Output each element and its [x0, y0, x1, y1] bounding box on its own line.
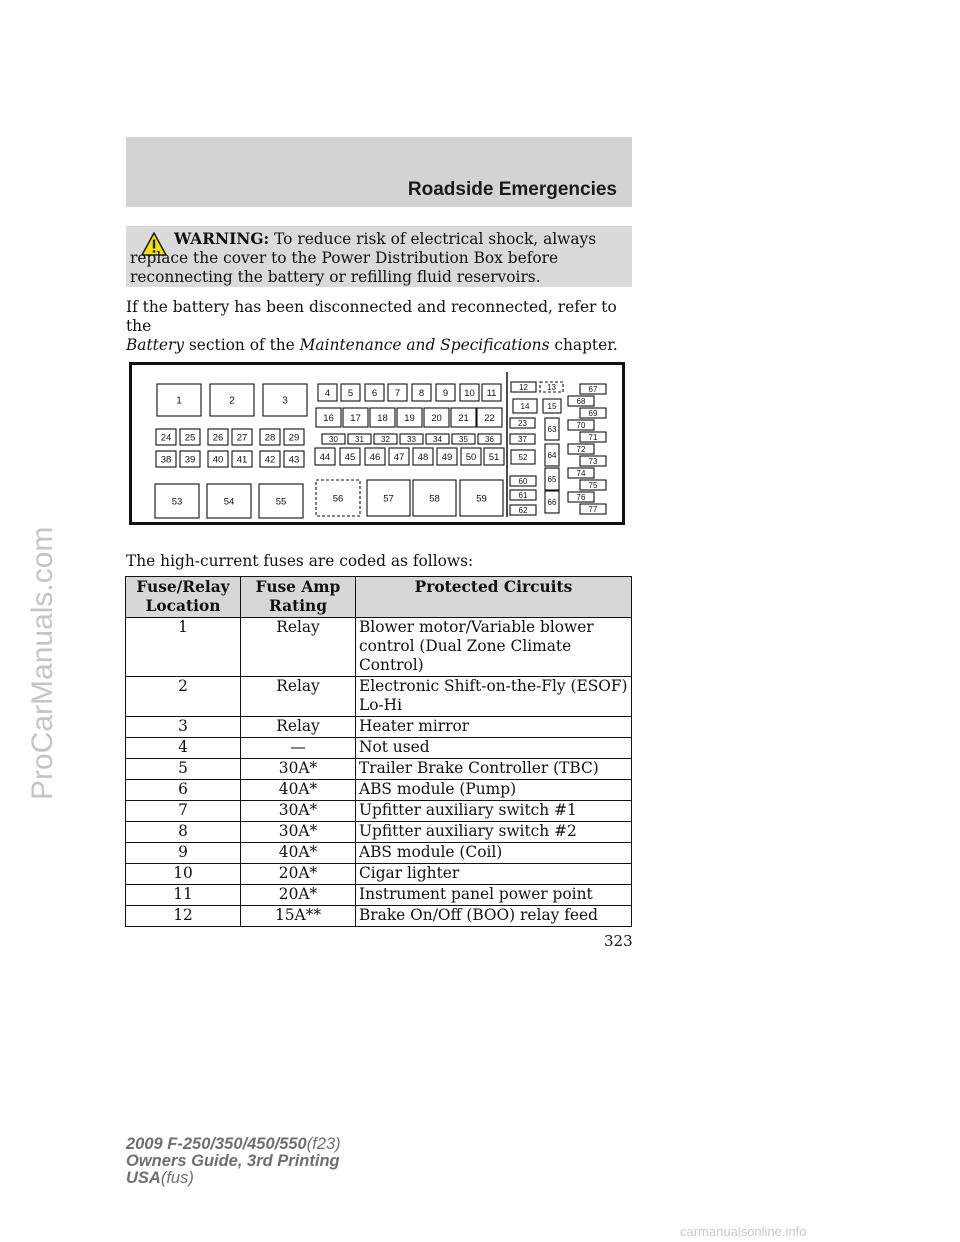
fuse-label-18: 18 — [377, 412, 388, 424]
fuse-label-57: 57 — [383, 493, 394, 505]
fuse-label-58: 58 — [429, 493, 440, 505]
bottom-watermark: carmanualsonline.info — [680, 1224, 807, 1239]
fuse-label-74: 74 — [576, 468, 586, 478]
circuit-cell: Upfitter auxiliary switch #2 — [356, 822, 632, 843]
fuse-label-24: 24 — [160, 432, 172, 444]
location-cell: 11 — [126, 885, 241, 906]
location-cell: 2 — [126, 677, 241, 717]
fuse-label-43: 43 — [288, 454, 300, 466]
header-location: Fuse/Relay Location — [126, 577, 241, 618]
rating-cell: 15A** — [241, 906, 356, 927]
fuse-label-2: 2 — [229, 395, 235, 407]
fuse-label-8: 8 — [418, 387, 425, 399]
warning-box — [126, 226, 632, 287]
document-footer — [126, 1136, 341, 1187]
location-cell: 1 — [126, 618, 241, 677]
fuse-label-61: 61 — [518, 490, 528, 500]
fuse-label-13: 13 — [547, 382, 556, 392]
circuit-cell: Cigar lighter — [356, 864, 632, 885]
fuse-label-60: 60 — [518, 476, 528, 486]
circuit-cell: ABS module (Coil) — [356, 843, 632, 864]
battery-note — [126, 298, 636, 355]
fuse-label-70: 70 — [576, 420, 586, 430]
fuse-label-39: 39 — [184, 454, 196, 466]
battery-section-ref: Battery — [126, 336, 185, 354]
fuse-label-64: 64 — [547, 450, 557, 460]
fuse-label-12: 12 — [519, 382, 528, 392]
fuse-label-23: 23 — [518, 418, 527, 428]
fuse-label-71: 71 — [588, 432, 598, 442]
rating-cell: 30A* — [241, 822, 356, 843]
table-row — [126, 906, 632, 927]
fuse-label-67: 67 — [588, 384, 598, 394]
footer-model: 2009 F-250/350/450/550 — [126, 1135, 307, 1153]
rating-cell: 20A* — [241, 885, 356, 906]
fuse-label-32: 32 — [381, 434, 390, 444]
fuse-label-10: 10 — [464, 387, 475, 399]
fuse-label-21: 21 — [458, 412, 469, 424]
fuse-label-9: 9 — [442, 387, 449, 399]
table-row — [126, 780, 632, 801]
fuse-label-3: 3 — [282, 395, 288, 407]
fuse-label-45: 45 — [344, 451, 356, 463]
circuit-cell: Not used — [356, 738, 632, 759]
location-cell: 8 — [126, 822, 241, 843]
fuse-label-44: 44 — [319, 451, 331, 463]
fuse-label-26: 26 — [212, 432, 224, 444]
section-title: Roadside Emergencies — [407, 179, 617, 200]
fuse-label-1: 1 — [176, 395, 182, 407]
table-row — [126, 738, 632, 759]
fuse-table — [125, 576, 632, 927]
rating-cell: 20A* — [241, 864, 356, 885]
fuse-label-56: 56 — [332, 493, 344, 505]
fuse-label-31: 31 — [355, 434, 364, 444]
rating-cell: Relay — [241, 618, 356, 677]
warning-label: WARNING: — [174, 230, 270, 248]
fuse-label-59: 59 — [476, 493, 487, 505]
fuse-label-75: 75 — [588, 480, 598, 490]
maintenance-chapter-ref: Maintenance and Specifications — [299, 336, 550, 354]
warning-body: To reduce risk of electrical shock, always replace the cover to the Power Distribution Box before reconnecting the battery or refilling fluid reservoirs. — [130, 230, 597, 286]
fuse-label-42: 42 — [264, 454, 276, 466]
rating-cell: Relay — [241, 717, 356, 738]
location-cell: 10 — [126, 864, 241, 885]
table-row — [126, 759, 632, 780]
location-cell: 4 — [126, 738, 241, 759]
note-after: chapter. — [549, 336, 618, 354]
rating-cell: 40A* — [241, 843, 356, 864]
fuse-box-diagram — [129, 362, 625, 525]
table-header-row — [126, 577, 632, 618]
fuse-label-38: 38 — [160, 454, 172, 466]
fuse-label-52: 52 — [518, 452, 528, 462]
fuse-label-41: 41 — [236, 454, 248, 466]
section-header — [126, 137, 632, 207]
footer-model-code: (f23) — [306, 1135, 341, 1153]
note-middle: section of the — [184, 336, 300, 354]
fuse-label-68: 68 — [576, 396, 586, 406]
fuse-label-34: 34 — [433, 434, 442, 444]
fuse-label-20: 20 — [431, 412, 442, 424]
fuse-label-35: 35 — [459, 434, 468, 444]
fuse-label-50: 50 — [465, 451, 477, 463]
location-cell: 5 — [126, 759, 241, 780]
rating-cell: — — [241, 738, 356, 759]
table-row — [126, 677, 632, 717]
side-watermark-text: ProCarManuals.com — [26, 526, 59, 800]
fuse-label-65: 65 — [547, 474, 557, 484]
fuse-label-51: 51 — [488, 451, 500, 463]
circuit-cell: Upfitter auxiliary switch #1 — [356, 801, 632, 822]
rating-cell: Relay — [241, 677, 356, 717]
location-cell: 3 — [126, 717, 241, 738]
fuse-label-14: 14 — [520, 401, 530, 411]
rating-cell: 40A* — [241, 780, 356, 801]
location-cell: 7 — [126, 801, 241, 822]
circuit-cell: Brake On/Off (BOO) relay feed — [356, 906, 632, 927]
fuse-label-72: 72 — [576, 444, 586, 454]
location-cell: 6 — [126, 780, 241, 801]
location-cell: 9 — [126, 843, 241, 864]
fuse-label-7: 7 — [394, 387, 401, 399]
rating-cell: 30A* — [241, 801, 356, 822]
fuse-label-47: 47 — [393, 451, 405, 463]
fuse-label-22: 22 — [484, 412, 495, 424]
footer-market-code: (fus) — [160, 1169, 194, 1187]
table-row — [126, 822, 632, 843]
fuse-label-73: 73 — [588, 456, 598, 466]
header-amp-rating: Fuse Amp Rating — [241, 577, 356, 618]
fuse-label-53: 53 — [171, 496, 183, 508]
fuse-label-55: 55 — [275, 496, 287, 508]
circuit-cell: Electronic Shift-on-the-Fly (ESOF) Lo-Hi — [356, 677, 632, 717]
fuse-label-4: 4 — [324, 387, 331, 399]
footer-guide: Owners Guide, 3rd Printing — [126, 1152, 340, 1170]
fuse-label-54: 54 — [223, 496, 235, 508]
note-before: If the battery has been disconnected and reconnected, refer to the — [126, 298, 617, 335]
fuse-label-40: 40 — [212, 454, 224, 466]
header-protected-circuits: Protected Circuits — [356, 577, 632, 618]
fuse-label-16: 16 — [323, 412, 334, 424]
fuse-label-28: 28 — [264, 432, 276, 444]
side-watermark — [8, 470, 68, 800]
fuse-label-5: 5 — [347, 387, 354, 399]
fuse-label-11: 11 — [486, 387, 497, 399]
fuse-label-36: 36 — [485, 434, 494, 444]
fuse-label-25: 25 — [184, 432, 196, 444]
fuse-label-33: 33 — [407, 434, 416, 444]
fuse-label-77: 77 — [588, 504, 598, 514]
fuse-label-30: 30 — [329, 434, 338, 444]
fuse-label-29: 29 — [288, 432, 300, 444]
fuse-label-76: 76 — [576, 492, 586, 502]
table-row — [126, 618, 632, 677]
fuse-label-69: 69 — [588, 408, 598, 418]
footer-market: USA — [126, 1169, 161, 1187]
table-row — [126, 864, 632, 885]
fuse-label-62: 62 — [518, 505, 528, 515]
fuse-label-6: 6 — [371, 387, 378, 399]
fuse-label-48: 48 — [417, 451, 429, 463]
table-row — [126, 885, 632, 906]
fuse-label-66: 66 — [547, 497, 557, 507]
circuit-cell: Heater mirror — [356, 717, 632, 738]
fuse-label-63: 63 — [547, 424, 557, 434]
circuit-cell: ABS module (Pump) — [356, 780, 632, 801]
table-row — [126, 717, 632, 738]
fuse-label-37: 37 — [518, 434, 527, 444]
page-number: 323 — [604, 932, 633, 950]
fuse-label-19: 19 — [404, 412, 415, 424]
rating-cell: 30A* — [241, 759, 356, 780]
table-row — [126, 801, 632, 822]
circuit-cell: Instrument panel power point — [356, 885, 632, 906]
location-cell: 12 — [126, 906, 241, 927]
fuse-label-17: 17 — [350, 412, 361, 424]
table-intro: The high-current fuses are coded as follows: — [126, 552, 474, 570]
circuit-cell: Blower motor/Variable blower control (Dual Zone Climate Control) — [356, 618, 632, 677]
fuse-label-27: 27 — [236, 432, 248, 444]
fuse-label-49: 49 — [441, 451, 453, 463]
fuse-label-46: 46 — [369, 451, 381, 463]
circuit-cell: Trailer Brake Controller (TBC) — [356, 759, 632, 780]
table-row — [126, 843, 632, 864]
fuse-label-15: 15 — [547, 401, 557, 411]
warning-text — [130, 230, 626, 287]
